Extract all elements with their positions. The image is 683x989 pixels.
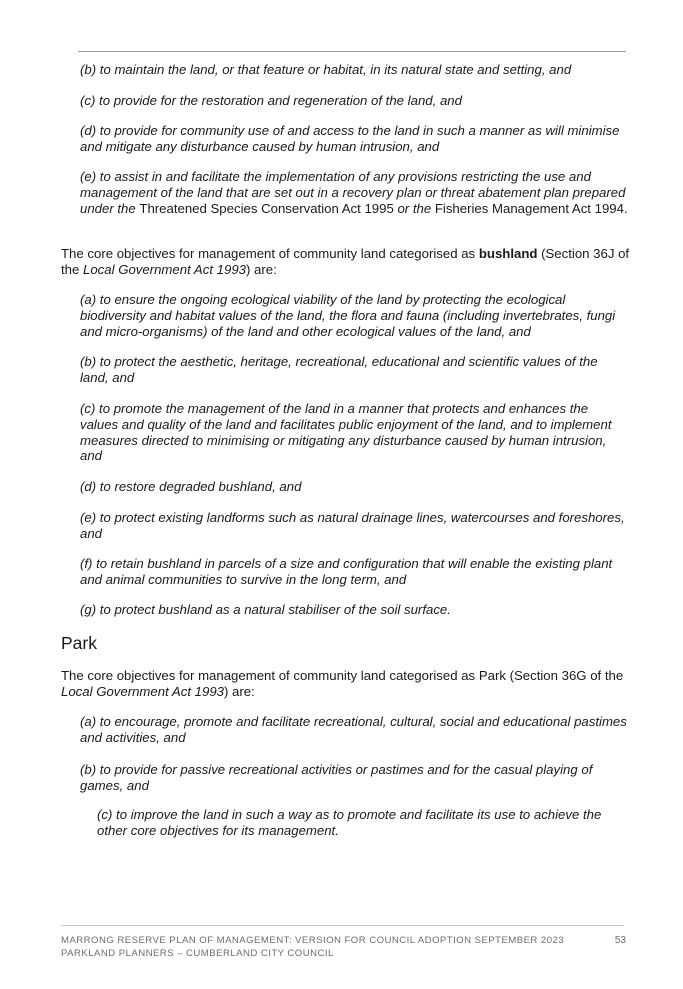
- footer-organisation: PARKLAND PLANNERS – CUMBERLAND CITY COUNCIL: [61, 948, 334, 959]
- bushland-clause-g: (g) to protect bushland as a natural stabiliser of the soil surface.: [80, 602, 451, 617]
- park-clause-b: (b) to provide for passive recreational activities or pastimes and for the casual playing of games, and: [80, 762, 593, 793]
- bushland-term: bushland: [478, 246, 538, 261]
- park-clause-a: (a) to encourage, promote and facilitate recreational, cultural, social and educational pastimes and activities, and: [80, 714, 627, 745]
- bushland-clause-b: (b) to protect the aesthetic, heritage, recreational, educational and scientific values of the land, and: [80, 354, 598, 385]
- park-intro-text: The core objectives for management of community land categorised as Park (Section 36G of the: [61, 668, 624, 683]
- section-heading-park: Park: [61, 633, 97, 653]
- bushland-intro-section: (Section 36J of the: [61, 246, 630, 277]
- act-threatened-species: Threatened Species Conservation Act 1995: [139, 200, 394, 216]
- bushland-clause-f: (f) to retain bushland in parcels of a size and configuration that will enable the existing plant and animal communities to survive in the long term, and: [80, 556, 613, 587]
- park-intro-end: ) are:: [223, 683, 255, 699]
- footer-rule: [61, 925, 624, 926]
- bushland-intro: [61, 246, 631, 278]
- clause-c-restoration: (c) to provide for the restoration and regeneration of the land, and: [80, 93, 462, 108]
- header-rule: [78, 51, 626, 52]
- act-fisheries: Fisheries Management Act 1994.: [434, 200, 628, 216]
- clause-e-recovery-plan: [80, 169, 628, 216]
- clause-b-maintain-land: (b) to maintain the land, or that feature or habitat, in its natural state and setting, and: [80, 62, 572, 77]
- park-act-reference: Local Government Act 1993: [61, 683, 224, 699]
- clause-d-community-use: (d) to provide for community use of and access to the land in such a manner as will minimise and mitigate any disturbance caused by human intrusion, and: [80, 123, 620, 154]
- footer-document-title: MARRONG RESERVE PLAN OF MANAGEMENT: VERSION FOR COUNCIL ADOPTION SEPTEMBER 2023: [61, 935, 565, 946]
- bushland-clause-e: (e) to protect existing landforms such as natural drainage lines, watercourses and foreshores, and: [80, 510, 625, 541]
- park-clause-c: (c) to improve the land in such a way as to promote and facilitate its use to achieve the other core objectives for its management.: [97, 807, 602, 838]
- bushland-clause-d: (d) to restore degraded bushland, and: [80, 479, 302, 494]
- bushland-clause-a: (a) to ensure the ongoing ecological viability of the land by protecting the ecological biodiversity and habitat values of the land, the flora and fauna (including invertebrates, fungi and micro-organisms) of the land and other ecological values of the land, and: [80, 292, 616, 339]
- footer: [61, 934, 571, 960]
- page-number: 53: [614, 935, 626, 946]
- park-intro: [61, 668, 631, 700]
- bushland-clause-c: (c) to promote the management of the land in a manner that protects and enhances the values and quality of the land and facilitates public enjoyment of the land, and to implement measures directed to minimising or mitigating any disturbance caused by human intrusion, and: [80, 401, 612, 464]
- bushland-act-reference: Local Government Act 1993: [83, 261, 246, 277]
- clause-e-or: or the: [393, 200, 435, 216]
- bushland-intro-text: The core objectives for management of community land categorised as: [61, 246, 479, 261]
- clause-e-text: (e) to assist in and facilitate the implementation of any provisions restricting the use and management of the land that are set out in a recovery plan or threat abatement plan prepared under the: [80, 169, 626, 216]
- bushland-intro-end: ) are:: [245, 261, 277, 277]
